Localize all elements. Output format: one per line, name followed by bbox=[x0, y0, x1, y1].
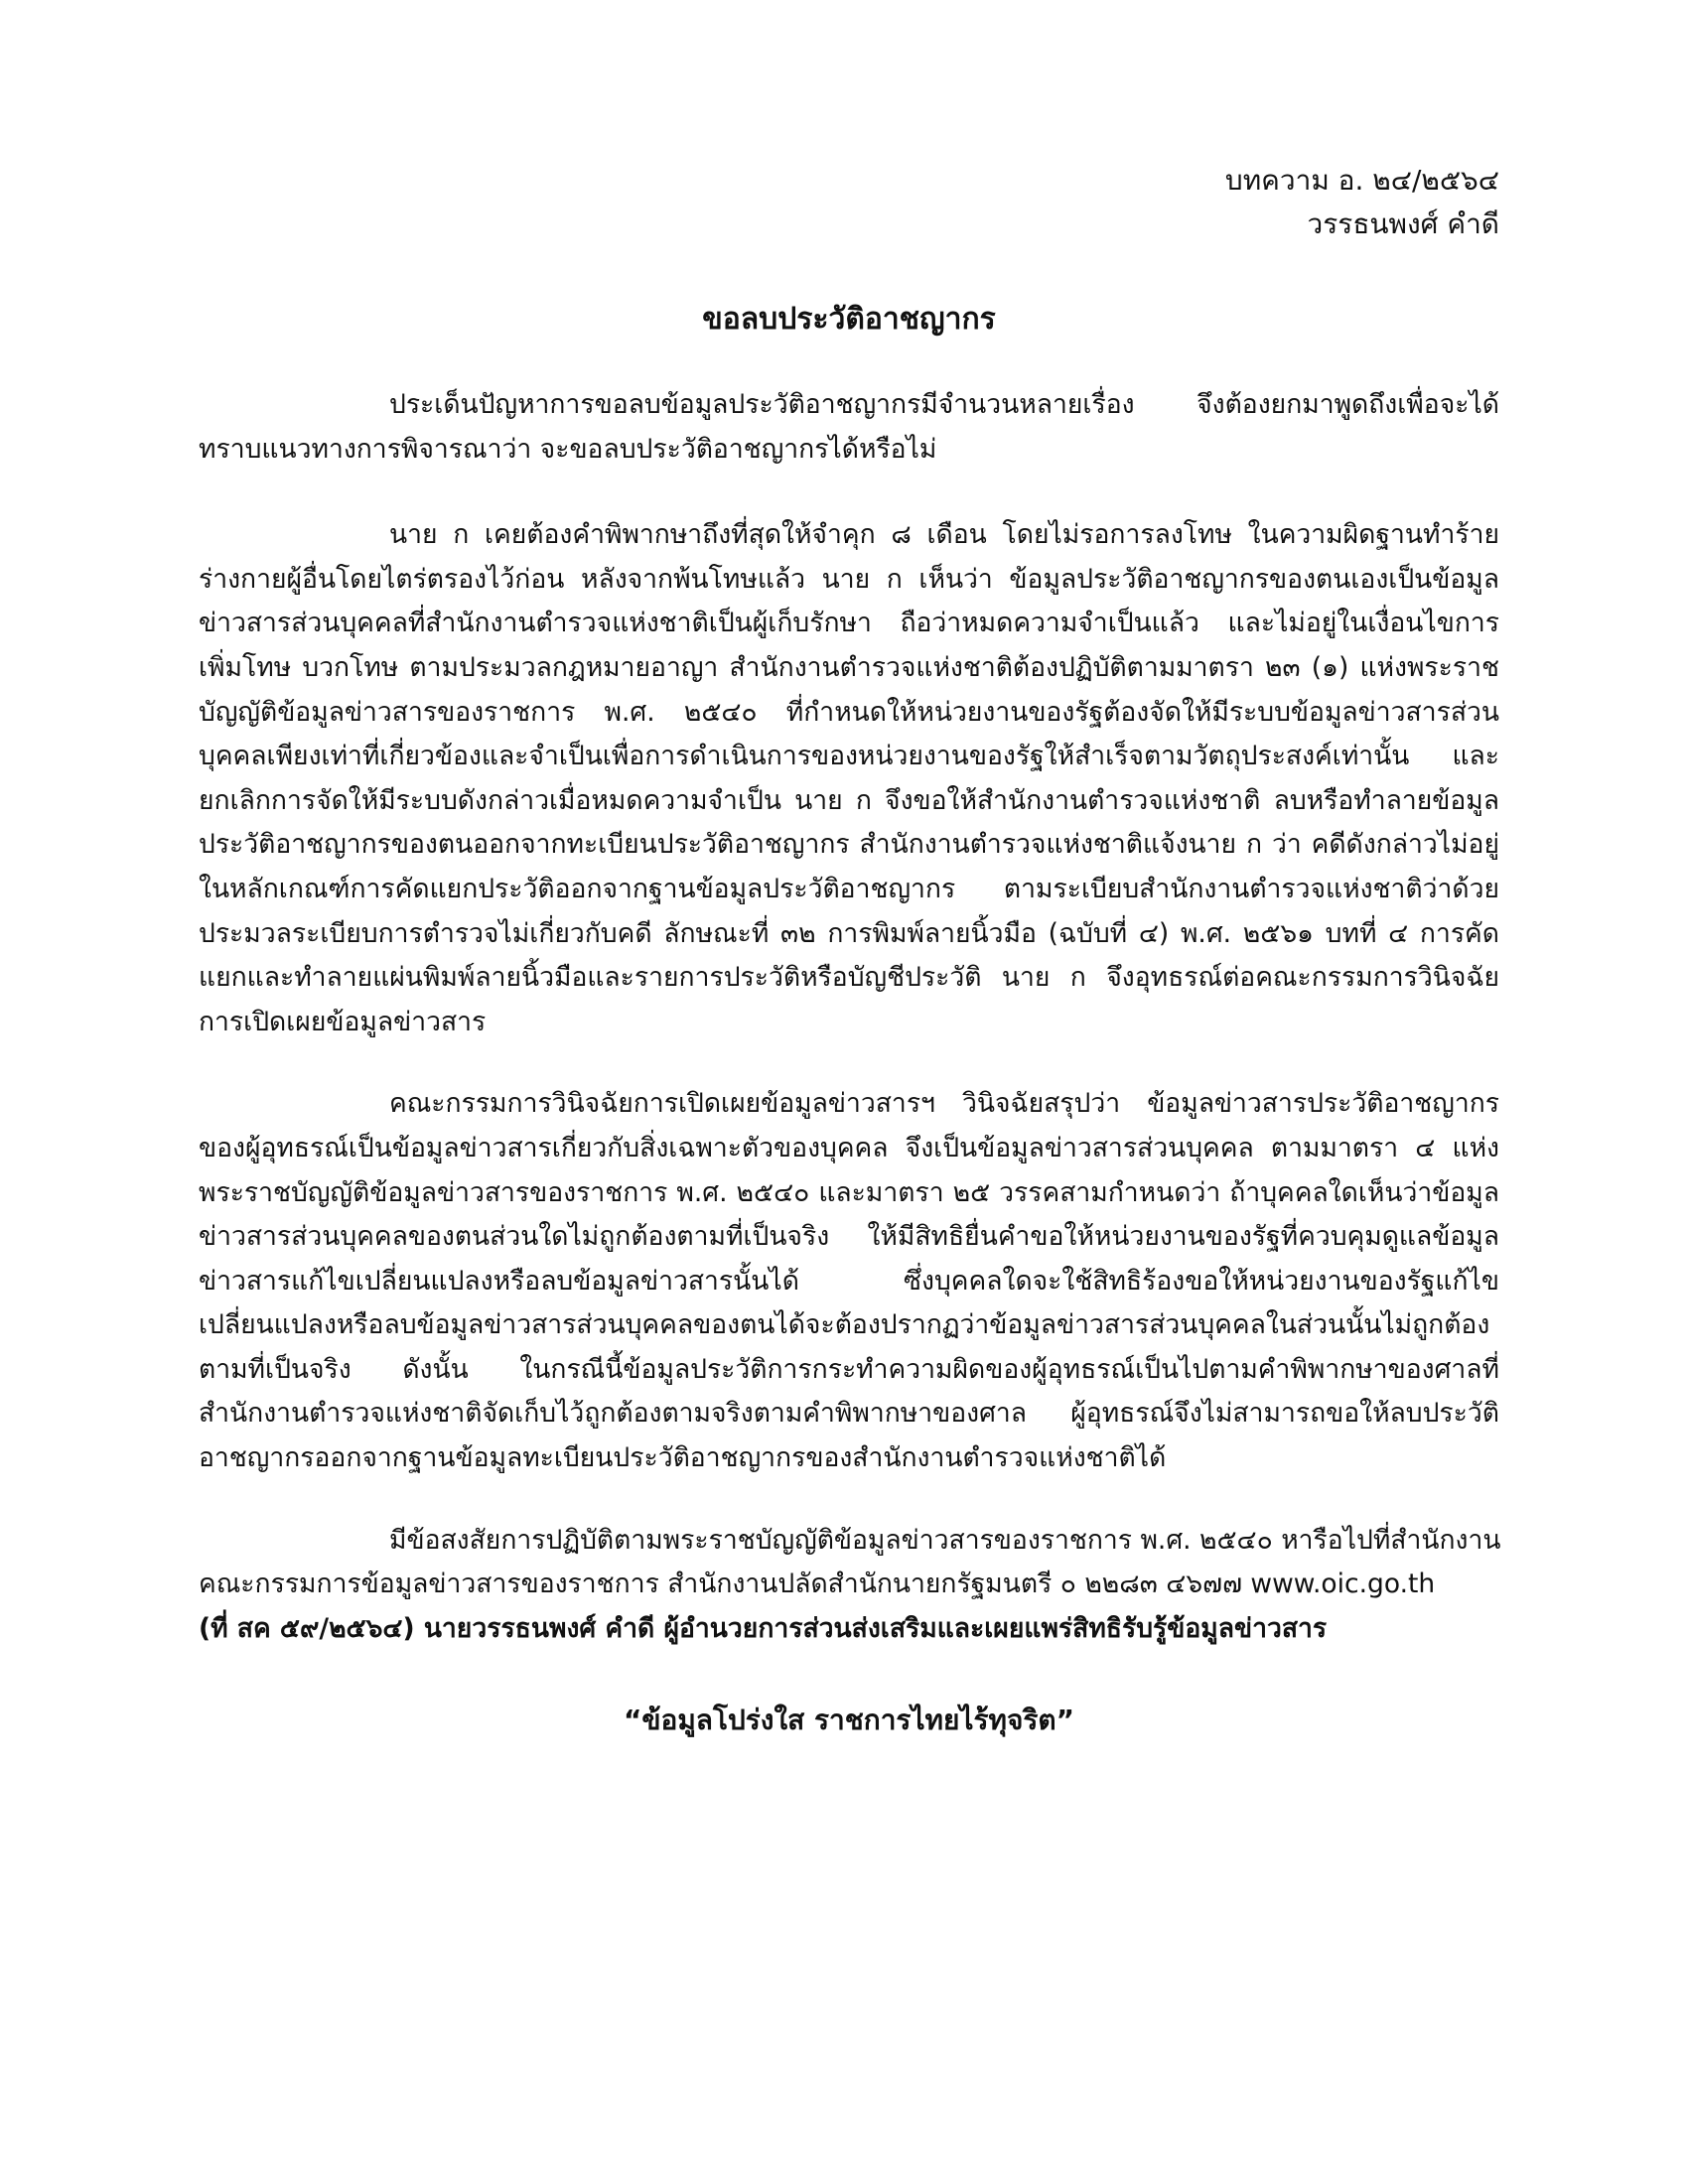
contact-line-1: มีข้อสงสัยการปฏิบัติตามพระราชบัญญัติข้อมูลข่าวสารของราชการ พ.ศ. ๒๕๔๐ หารือไปที่สำนักงาน bbox=[389, 1524, 1501, 1556]
contact-line-2: คณะกรรมการข้อมูลข่าวสารของราชการ สำนักงานปลัดสำนักนายกรัฐมนตรี ๐ ๒๒๘๓ ๔๖๗๗ www.oic.go.th bbox=[199, 1569, 1436, 1600]
paragraph-case-facts: นาย ก เคยต้องคำพิพากษาถึงที่สุดให้จำคุก ๘ เดือน โดยไม่รอการลงโทษ ในความผิดฐานทำร้ายร่างกายผู้อื่นโดยไตร่ตรองไว้ก่อน หลังจากพ้นโทษแล้ว นาย ก เห็นว่า ข้อมูลประวัติอาชญากรของตนเองเป็นข้อมูลข่าวสารส่วนบุคคลที่สำนักงานตำรวจแห่งชาติเป็นผู้เก็บรักษา ถือว่าหมดความจำเป็นแล้ว และไม่อยู่ในเงื่อนไขการเพิ่มโทษ บวกโทษ ตามประมวลกฎหมายอาญา สำนักงานตำรวจแห่งชาติต้องปฏิบัติตามมาตรา ๒๓ (๑) แห่งพระราชบัญญัติข้อมูลข่าวสารของราชการ พ.ศ. ๒๕๔๐ ที่กำหนดให้หน่วยงานของรัฐต้องจัดให้มีระบบข้อมูลข่าวสารส่วนบุคคลเพียงเท่าที่เกี่ยวข้องและจำเป็นเพื่อการดำเนินการของหน่วยงานของรัฐให้สำเร็จตามวัตถุประสงค์เท่านั้น และยกเลิกการจัดให้มีระบบดังกล่าวเมื่อหมดความจำเป็น นาย ก จึงขอให้สำนักงานตำรวจแห่งชาติ ลบหรือทำลายข้อมูลประวัติอาชญากรของตนออกจากทะเบียนประวัติอาชญากร สำนักงานตำรวจแห่งชาติแจ้งนาย ก ว่า คดีดังกล่าวไม่อยู่ในหลักเกณฑ์การคัดแยกประวัติออกจากฐานข้อมูลประวัติอาชญากร ตามระเบียบสำนักงานตำรวจแห่งชาติว่าด้วยประมวลระเบียบการตำรวจไม่เกี่ยวกับคดี ลักษณะที่ ๓๒ การพิมพ์ลายนิ้วมือ (ฉบับที่ ๔) พ.ศ. ๒๕๖๑ บทที่ ๔ การคัดแยกและทำลายแผ่นพิมพ์ลายนิ้วมือและรายการประวัติหรือบัญชีประวัติ นาย ก จึงอุทธรณ์ต่อคณะกรรมการวินิจฉัยการเปิดเผยข้อมูลข่าวสาร bbox=[199, 519, 1499, 1037]
author-name: วรรธนพงศ์ คำดี bbox=[1307, 207, 1499, 240]
paragraph-committee-ruling: คณะกรรมการวินิจฉัยการเปิดเผยข้อมูลข่าวสารฯ วินิจฉัยสรุปว่า ข้อมูลข่าวสารประวัติอาชญากรของผู้อุทธรณ์เป็นข้อมูลข่าวสารเกี่ยวกับสิ่งเฉพาะตัวของบุคคล จึงเป็นข้อมูลข่าวสารส่วนบุคคล ตามมาตรา ๔ แห่งพระราชบัญญัติข้อมูลข่าวสารของราชการ พ.ศ. ๒๕๔๐ และมาตรา ๒๕ วรรคสามกำหนดว่า ถ้าบุคคลใดเห็นว่าข้อมูลข่าวสารส่วนบุคคลของตนส่วนใดไม่ถูกต้องตามที่เป็นจริง ให้มีสิทธิยื่นคำขอให้หน่วยงานของรัฐที่ควบคุมดูแลข้อมูลข่าวสารแก้ไขเปลี่ยนแปลงหรือลบข้อมูลข่าวสารนั้นได้ ซึ่งบุคคลใดจะใช้สิทธิร้องขอให้หน่วยงานของรัฐแก้ไขเปลี่ยนแปลงหรือลบข้อมูลข่าวสารส่วนบุคคลของตนได้จะต้องปรากฏว่าข้อมูลข่าวสารส่วนบุคคลในส่วนนั้นไม่ถูกต้องตามที่เป็นจริง ดังนั้น ในกรณีนี้ข้อมูลประวัติการกระทำความผิดของผู้อุทธรณ์เป็นไปตามคำพิพากษาของศาลที่สำนักงานตำรวจแห่งชาติจัดเก็บไว้ถูกต้องตามจริงตามคำพิพากษาของศาล ผู้อุทธรณ์จึงไม่สามารถขอให้ลบประวัติอาชญากรออกจากฐานข้อมูลทะเบียนประวัติอาชญากรของสำนักงานตำรวจแห่งชาติได้ bbox=[199, 1088, 1499, 1474]
article-number: บทความ อ. ๒๔/๒๕๖๔ bbox=[1224, 164, 1499, 197]
paragraph-intro: ประเด็นปัญหาการขอลบข้อมูลประวัติอาชญากรมีจำนวนหลายเรื่อง จึงต้องยกมาพูดถึงเพื่อจะได้ทราบแนวทางการพิจารณาว่า จะขอลบประวัติอาชญากรได้หรือไม่ bbox=[199, 389, 1499, 465]
document-header bbox=[199, 159, 1499, 246]
slogan: “ข้อมูลโปร่งใส ราชการไทยไร้ทุจริต” bbox=[623, 1704, 1075, 1737]
contact-block bbox=[199, 1519, 1499, 1652]
contact-line-3: (ที่ สค ๕๙/๒๕๖๔) นายวรรธนพงศ์ คำดี ผู้อำนวยการส่วนส่งเสริมและเผยแพร่สิทธิรับรู้ข้อมูลข่าวสาร bbox=[199, 1612, 1328, 1644]
document-title: ขอลบประวัติอาชญากร bbox=[702, 302, 996, 337]
